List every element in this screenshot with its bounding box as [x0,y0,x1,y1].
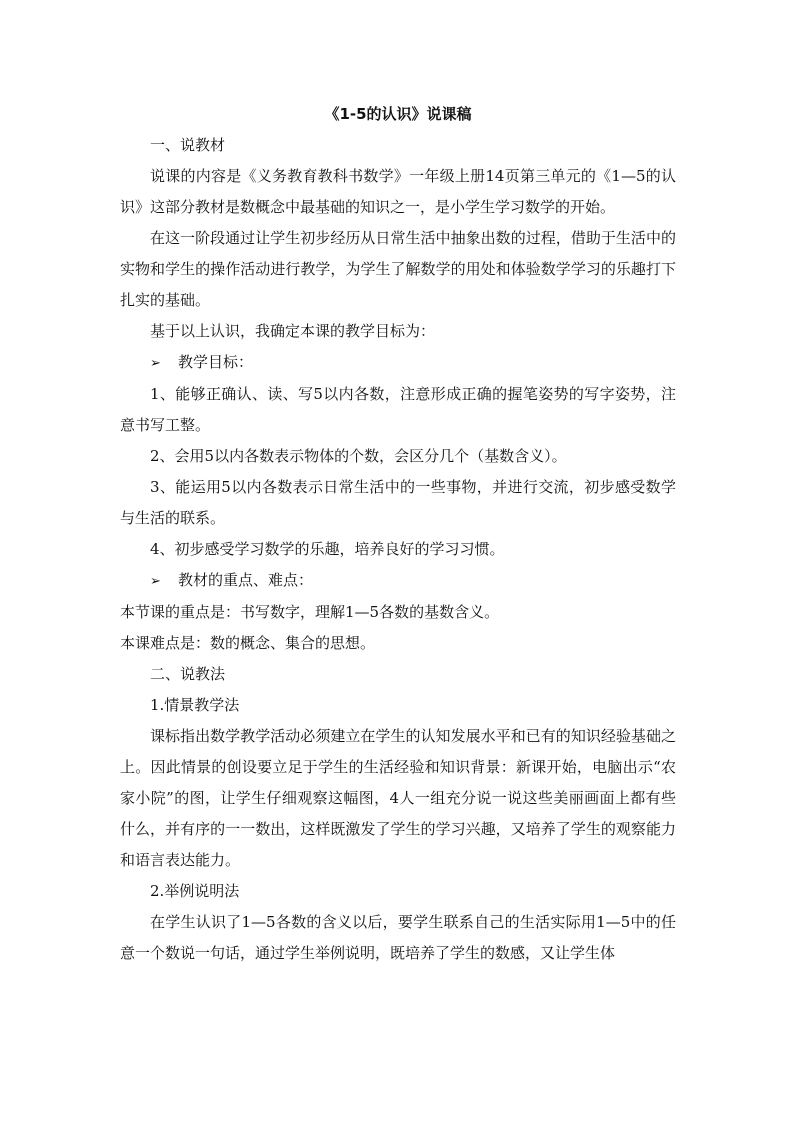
paragraph: 本节课的重点是：书写数字，理解1—5各数的基数含义。 [120,603,500,621]
subsection-heading: 2.举例说明法 [150,882,240,900]
arrow-bullet-icon: ➢ [150,356,161,371]
paragraph: 4、初步感受学习数学的乐趣，培养良好的学习习惯。 [150,540,505,558]
paragraph: 在学生认识了1—5各数的含义以后，要学生联系自己的生活实际用1—5中的任意一个数说一句话，通过学生举例说明，既培养了学生的数感，又让学生体 [120,913,676,962]
bullet-text: 教材的重点、难点： [178,571,314,589]
paragraph: 说课的内容是《义务教育教科书数学》一年级上册14页第三单元的《1—5的认识》这部分教材是数概念中最基础的知识之一，是小学生学习数学的开始。 [120,167,676,216]
bullet-item [120,565,676,597]
paragraph: 本课难点是：数的概念、集合的思想。 [120,634,376,652]
section-heading: 一、说教材 [150,136,226,154]
section-heading: 二、说教法 [150,665,226,683]
document-title: 《1-5的认识》说课稿 [324,105,472,123]
document-page [120,100,676,969]
paragraph: 3、能运用5以内各数表示日常生活中的一些事物，并进行交流，初步感受数学与生活的联系。 [120,478,676,527]
bullet-text: 教学目标： [178,353,254,371]
arrow-bullet-icon: ➢ [150,574,161,589]
bullet-item [120,347,676,379]
paragraph: 2、会用5以内各数表示物体的个数，会区分几个（基数含义）。 [150,447,567,465]
paragraph: 在这一阶段通过让学生初步经历从日常生活中抽象出数的过程，借助于生活中的实物和学生的操作活动进行教学，为学生了解数学的用处和体验数学学习的乐趣打下扎实的基础。 [120,229,676,309]
subsection-heading: 1.情景教学法 [150,696,240,714]
paragraph: 1、能够正确认、读、写5以内各数，注意形成正确的握笔姿势的写字姿势，注意书写工整。 [120,385,676,434]
paragraph: 课标指出数学教学活动必须建立在学生的认知发展水平和已有的知识经验基础之上。因此情景的创设要立足于学生的生活经验和知识背景：新课开始，电脑出示“农家小院”的图，让学生仔细观察这幅图，4人一组充分说一说这些美丽画面上都有些什么，并有序的一一数出，这样既激发了学生的学习兴趣，又培养了学生的观察能力和语言表达能力。 [120,727,676,869]
paragraph: 基于以上认识，我确定本课的教学目标为： [150,322,436,340]
